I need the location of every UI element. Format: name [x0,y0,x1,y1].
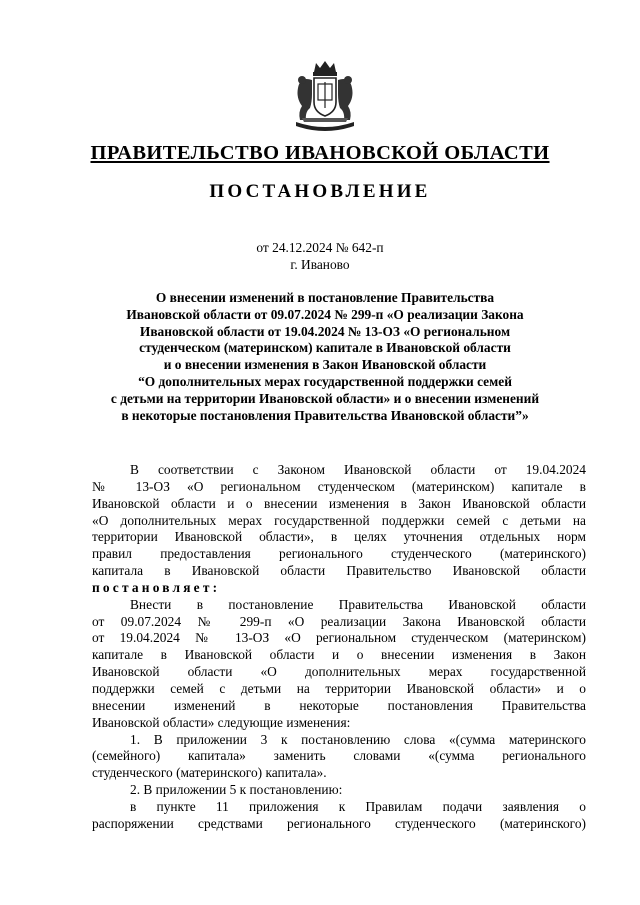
title-line: О внесении изменений в постановление Правительства [155,290,495,305]
document-type: ПОСТАНОВЛЕНИЕ [209,181,431,202]
document-title [70,290,580,424]
title-line: и о внесении изменения в Закон Ивановской области [163,357,487,373]
body-line: студенческого (материнского) капитала». [92,765,327,781]
title-line: в некоторые постановления Правительства Ивановской области”» [121,407,529,423]
organization-name: ПРАВИТЕЛЬСТВО ИВАНОВСКОЙ ОБЛАСТИ [90,142,550,164]
title-line: с детьми на территории Ивановской области» и о внесении изменений [110,390,540,406]
body-line: Ивановской области и о внесении изменения в Закон Ивановской области [92,495,586,511]
coat-of-arms-emblem [292,58,358,134]
body-line: внесении изменений в некоторые постановления Правительства [92,697,586,713]
body-line: (семейного) капитала» заменить словами «(сумма регионального [92,748,586,764]
body-line: территории Ивановской области», в целях уточнения отдельных норм [92,529,586,545]
title-line: Ивановской области от 09.07.2024 № 299-п «О реализации Закона [126,306,524,322]
body-line: поддержки семей с детьми на территории Ивановской области» и о [92,680,586,696]
document-meta [0,240,640,273]
body-line: правил предоставления регионального студенческого (материнского) [92,546,586,562]
body-line: 2. В приложении 5 к постановлению: [130,782,343,798]
body-line: 1. В приложении 3 к постановлению слова «(сумма материнского [130,731,586,747]
body-line: капитале в Ивановской области и о внесении изменения в Закон [92,647,586,663]
city: г. Иваново [290,256,350,272]
date-number: от 24.12.2024 № 642-п [256,240,384,255]
title-line: студенческом (материнском) капитале в Ивановской области [139,340,511,356]
body-line: Ивановской области «О дополнительных мерах государственной [92,664,586,680]
body-line: от 09.07.2024 № 299-п «О реализации Закона Ивановской области [92,613,586,629]
body-line: от 19.04.2024 № 13-ОЗ «О региональном студенческом (материнском) [92,630,586,646]
document-body [92,462,586,833]
title-line: Ивановской области от 19.04.2024 № 13-ОЗ «О региональном [139,323,511,339]
title-line: “О дополнительных мерах государственной поддержки семей [138,373,512,389]
body-line: капитала в Ивановской области Правительство Ивановской области [92,563,586,579]
body-line: № 13-ОЗ «О региональном студенческом (материнском) капитале в [92,478,586,494]
body-line: Внести в постановление Правительства Ивановской области [130,596,586,612]
body-line: «О дополнительных мерах государственной поддержки семей с детьми на [92,512,586,528]
body-line-resolves: постановляет: [92,579,221,595]
body-line: в пункте 11 приложения к Правилам подачи заявления о [130,798,586,814]
body-line: распоряжении средствами регионального студенческого (материнского) [92,815,586,831]
body-line: В соответствии с Законом Ивановской области от 19.04.2024 [130,462,586,477]
body-line: Ивановской области» следующие изменения: [92,714,351,730]
